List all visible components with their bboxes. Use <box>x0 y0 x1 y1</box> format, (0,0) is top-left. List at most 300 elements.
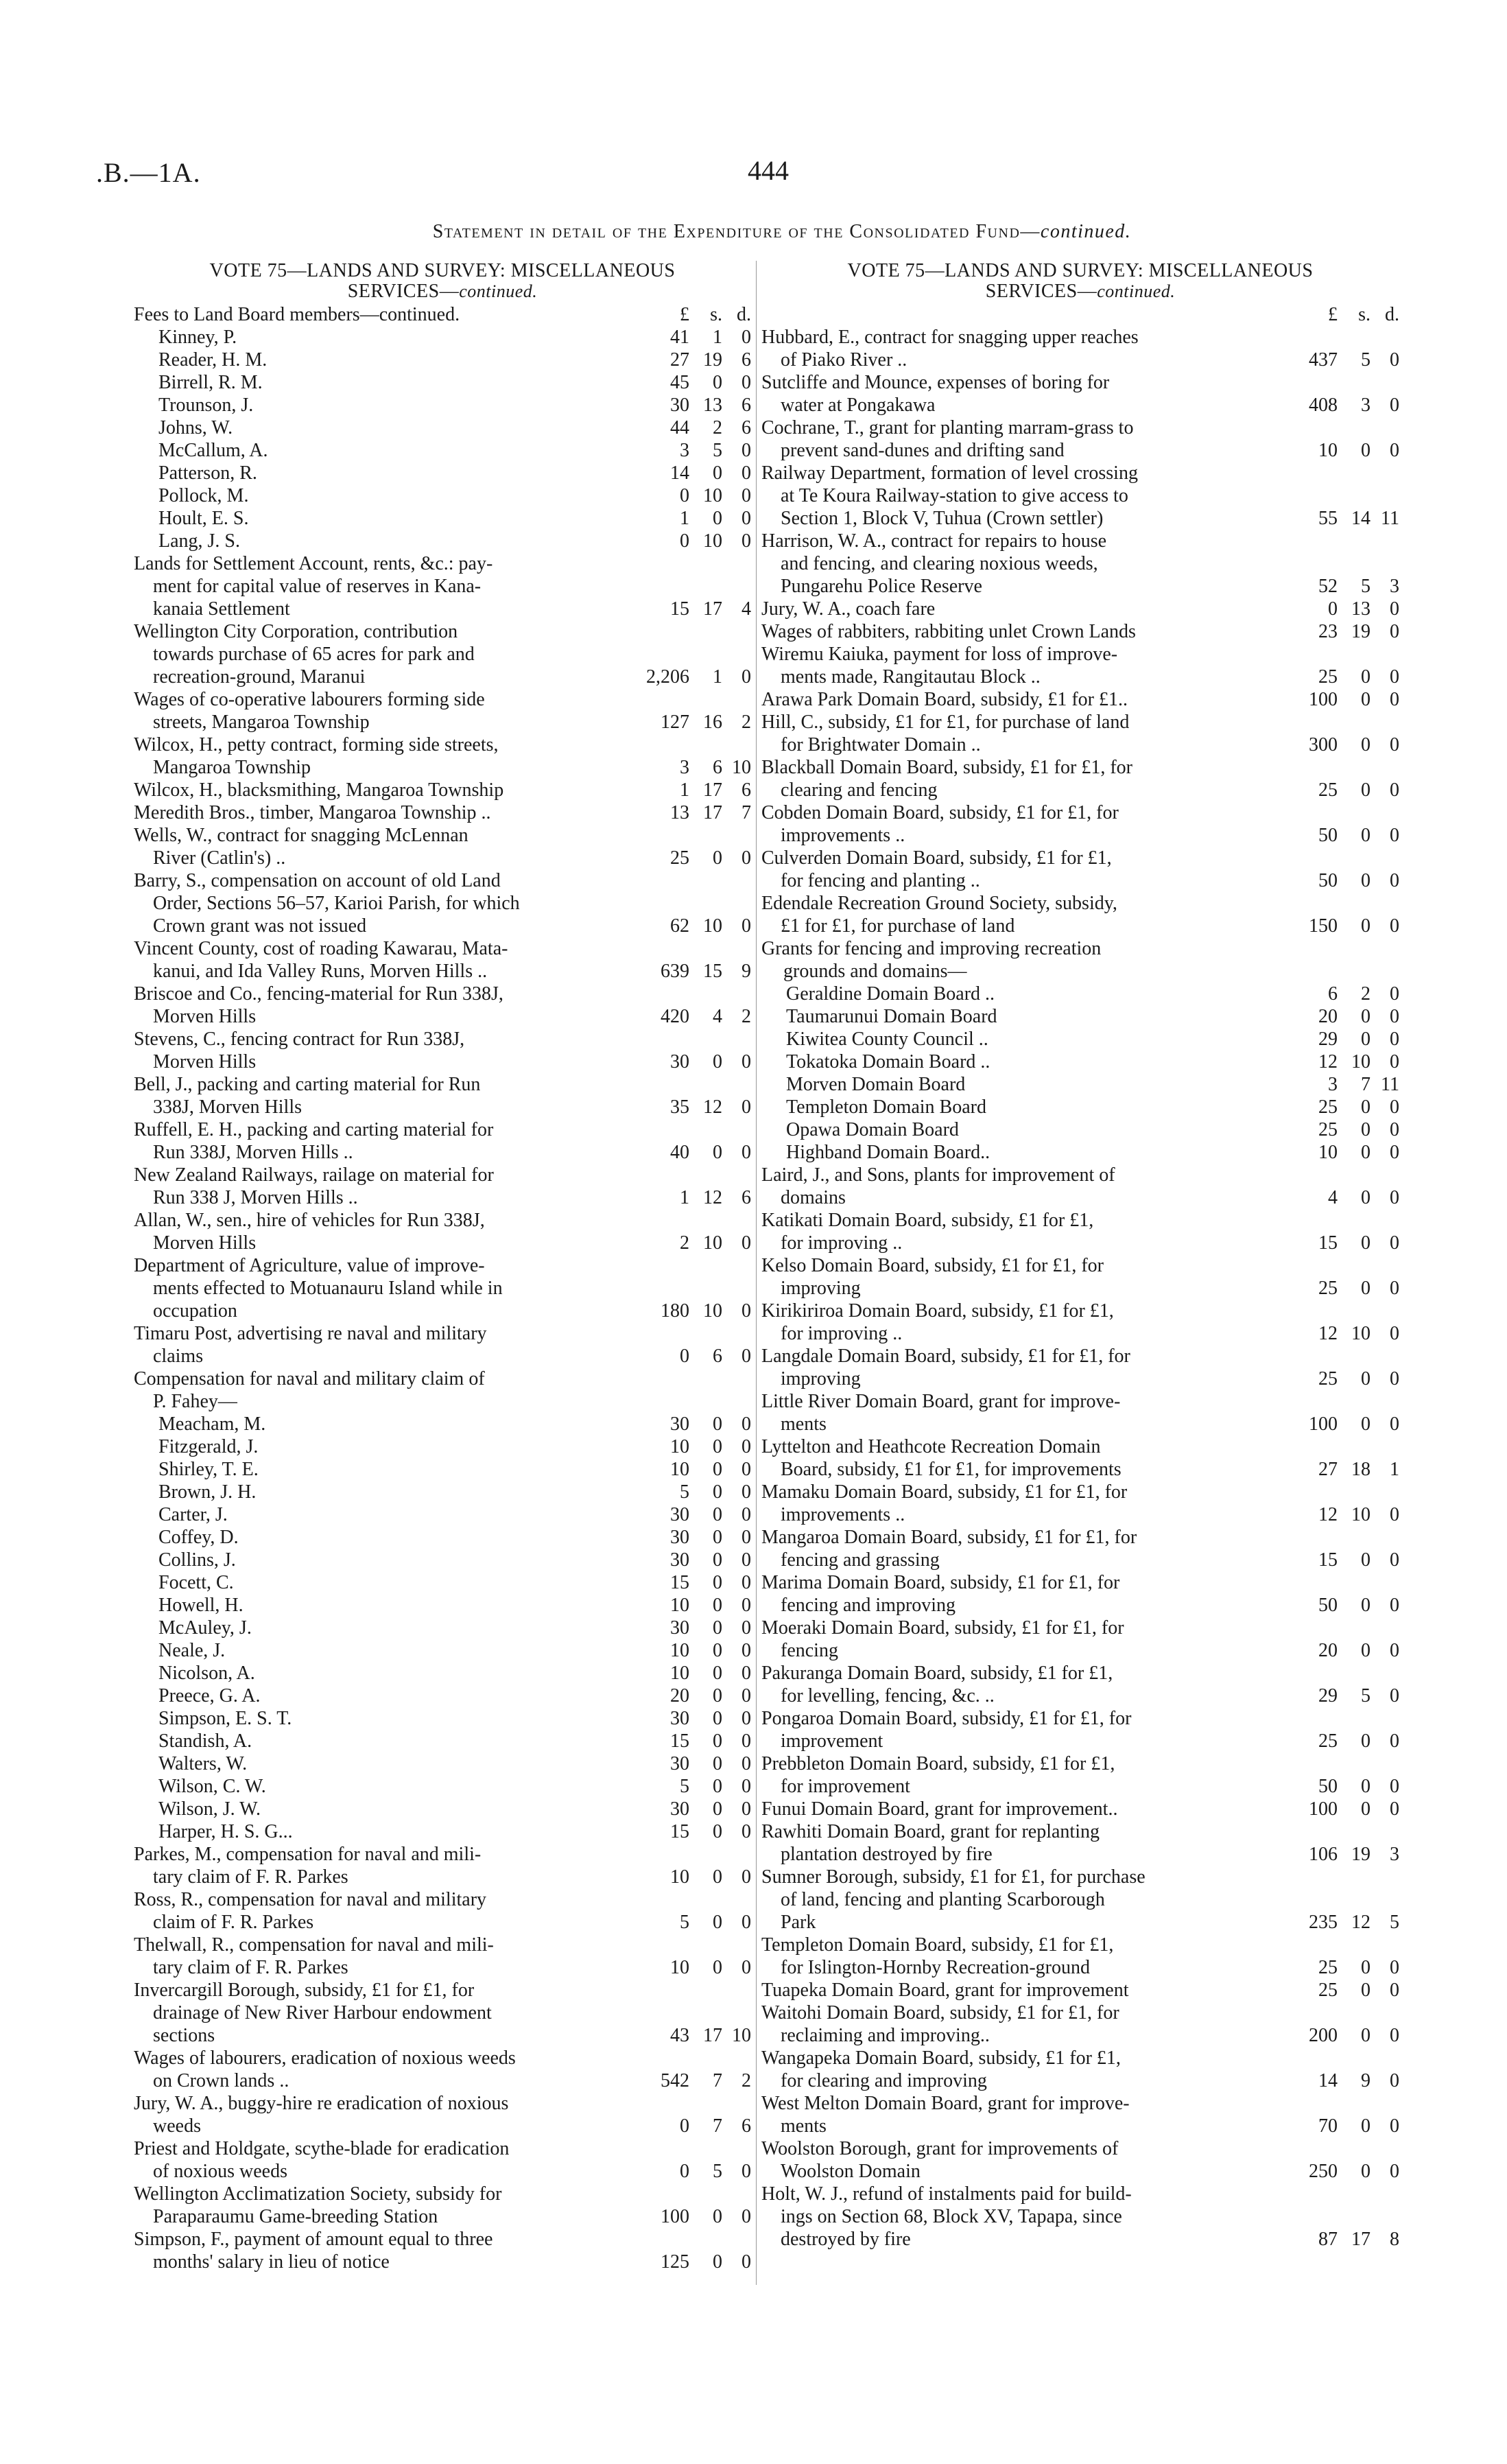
entry-description: Brown, J. H. <box>158 1481 257 1503</box>
entry-description: recreation-ground, Maranui <box>153 666 366 688</box>
amount-pounds: 180 <box>661 1300 689 1322</box>
shillings-header: s. <box>710 304 722 325</box>
entry-description: Collins, J. <box>158 1549 236 1571</box>
table-row <box>134 2251 751 2273</box>
amount-shillings: 0 <box>713 1051 722 1072</box>
table-row <box>134 1435 751 1458</box>
table-row <box>134 2002 751 2024</box>
amount-pounds: 50 <box>1318 1776 1338 1797</box>
entry-description: grounds and domains— <box>783 961 967 982</box>
amount-pounds: 25 <box>1318 666 1338 688</box>
entry-description: Reader, H. M. <box>158 349 268 371</box>
table-row <box>761 530 1399 552</box>
table-row <box>761 1254 1399 1277</box>
amount-pence: 0 <box>1390 1957 1399 1978</box>
amount-pounds: 127 <box>661 712 689 733</box>
entry-description: Pongaroa Domain Board, subsidy, £1 for £1, for <box>761 1708 1132 1729</box>
amount-pounds: 10 <box>670 1957 689 1978</box>
table-row <box>761 1798 1399 1820</box>
entry-description: Edendale Recreation Ground Society, subsidy, <box>761 893 1117 914</box>
entry-description: Hoult, E. S. <box>158 508 249 529</box>
amount-shillings: 0 <box>713 1549 722 1571</box>
entry-description: for improving .. <box>781 1323 903 1344</box>
amount-pounds: 125 <box>661 2251 689 2273</box>
entry-description: Templeton Domain Board <box>786 1096 986 1118</box>
amount-shillings: 7 <box>713 2115 722 2137</box>
table-row <box>134 2228 751 2251</box>
amount-pence: 0 <box>1390 1278 1399 1299</box>
amount-shillings: 0 <box>1361 915 1370 937</box>
table-row <box>134 1232 751 1254</box>
table-row <box>134 1594 751 1617</box>
table-row <box>761 1051 1399 1073</box>
amount-pence: 0 <box>1390 1640 1399 1661</box>
amount-shillings: 0 <box>1361 1119 1370 1140</box>
amount-pence: 0 <box>741 666 751 688</box>
entry-description: Parkes, M., compensation for naval and mili- <box>134 1844 482 1865</box>
amount-pence: 0 <box>741 530 751 552</box>
amount-pounds: 100 <box>1309 1413 1338 1435</box>
table-row <box>761 2092 1399 2115</box>
table-row <box>134 1526 751 1549</box>
table-row <box>761 2137 1399 2160</box>
right-vote-subtitle <box>761 281 1399 302</box>
entry-description: Cobden Domain Board, subsidy, £1 for £1, for <box>761 802 1119 823</box>
entry-description: Wilson, C. W. <box>158 1776 266 1797</box>
amount-pounds: 1 <box>680 779 689 801</box>
table-row <box>134 1141 751 1164</box>
table-row <box>134 1911 751 1934</box>
amount-pence: 0 <box>741 1549 751 1571</box>
left-vote-heading <box>134 261 751 303</box>
amount-pounds: 150 <box>1309 915 1338 937</box>
right-entries <box>761 326 1399 2251</box>
amount-pence: 0 <box>1390 1980 1399 2001</box>
amount-pounds: 35 <box>670 1096 689 1118</box>
amount-pence: 0 <box>1390 1142 1399 1163</box>
amount-pounds: 43 <box>670 2025 689 2046</box>
entry-description: ments made, Rangitautau Block .. <box>781 666 1041 688</box>
page-number: 444 <box>748 155 789 186</box>
amount-shillings: 0 <box>1361 1368 1370 1389</box>
amount-pounds: 0 <box>680 2161 689 2182</box>
amount-pounds: 14 <box>1318 2070 1338 2091</box>
amount-pence: 2 <box>741 2070 751 2091</box>
amount-pence: 0 <box>741 1504 751 1525</box>
amount-pence: 0 <box>1390 734 1399 755</box>
entry-description: Pakuranga Domain Board, subsidy, £1 for £1, <box>761 1663 1113 1684</box>
amount-pence: 0 <box>741 1051 751 1072</box>
amount-shillings: 0 <box>1361 1640 1370 1661</box>
amount-pounds: 0 <box>680 530 689 552</box>
entry-description: destroyed by fire <box>781 2229 911 2250</box>
amount-pence: 0 <box>1390 395 1399 416</box>
table-row <box>134 1752 751 1775</box>
table-row <box>761 937 1399 960</box>
table-row <box>761 2228 1399 2251</box>
entry-description: Harper, H. S. G... <box>158 1821 293 1842</box>
entry-description: Order, Sections 56–57, Karioi Parish, for which <box>153 893 520 914</box>
amount-pence: 0 <box>741 440 751 461</box>
table-row <box>134 1707 751 1730</box>
amount-pence: 11 <box>1381 508 1399 529</box>
amount-shillings: 0 <box>1361 1798 1370 1820</box>
amount-pence: 0 <box>1390 1595 1399 1616</box>
entry-description: Mamaku Domain Board, subsidy, £1 for £1, for <box>761 1481 1128 1503</box>
table-row <box>761 2115 1399 2137</box>
entry-description: Cochrane, T., grant for planting marram-grass to <box>761 417 1134 438</box>
entry-description: Wellington Acclimatization Society, subsidy for <box>134 2183 502 2205</box>
table-row <box>134 1549 751 1571</box>
table-row <box>134 1934 751 1956</box>
amount-shillings: 16 <box>703 712 722 733</box>
entry-description: streets, Mangaroa Township <box>153 712 370 733</box>
amount-pence: 6 <box>741 779 751 801</box>
amount-pence: 0 <box>1390 689 1399 710</box>
table-row <box>761 847 1399 869</box>
amount-shillings: 10 <box>703 530 722 552</box>
table-row <box>134 1322 751 1345</box>
entry-description: Wiremu Kaiuka, payment for loss of improve- <box>761 644 1118 665</box>
amount-pence: 0 <box>1390 598 1399 620</box>
amount-pence: 0 <box>741 1957 751 1978</box>
table-row <box>134 1051 751 1073</box>
amount-pounds: 4 <box>1328 1187 1338 1208</box>
amount-pence: 0 <box>1390 1006 1399 1027</box>
table-row <box>134 1888 751 1911</box>
amount-pence: 0 <box>741 1595 751 1616</box>
amount-pence: 3 <box>1390 1844 1399 1865</box>
entry-description: Hubbard, E., contract for snagging upper reaches <box>761 327 1139 348</box>
table-row <box>761 779 1399 801</box>
amount-shillings: 17 <box>703 598 722 620</box>
entry-description: Funui Domain Board, grant for improvement.. <box>761 1798 1118 1820</box>
entry-description: Section 1, Block V, Tuhua (Crown settler) <box>781 508 1104 529</box>
table-row <box>134 2160 751 2183</box>
amount-shillings: 0 <box>713 847 722 869</box>
table-row <box>761 1481 1399 1503</box>
amount-pence: 0 <box>741 1572 751 1593</box>
amount-pence: 10 <box>732 2025 751 2046</box>
entry-description: Invercargill Borough, subsidy, £1 for £1, for <box>134 1980 475 2001</box>
amount-shillings: 0 <box>1361 1413 1370 1435</box>
table-row <box>134 960 751 983</box>
table-row <box>761 1141 1399 1164</box>
amount-pence: 0 <box>741 1436 751 1457</box>
amount-pounds: 50 <box>1318 870 1338 891</box>
amount-shillings: 9 <box>1361 2070 1370 2091</box>
entry-description: Barry, S., compensation on account of old Land <box>134 870 501 891</box>
pounds-header: £ <box>680 304 689 325</box>
amount-pounds: 41 <box>670 327 689 348</box>
table-row <box>134 1254 751 1277</box>
table-row <box>761 1118 1399 1141</box>
table-row <box>134 1820 751 1843</box>
table-row <box>761 1073 1399 1096</box>
amount-pounds: 3 <box>680 440 689 461</box>
amount-pounds: 52 <box>1318 576 1338 597</box>
amount-pounds: 44 <box>670 417 689 438</box>
amount-pounds: 70 <box>1318 2115 1338 2137</box>
entry-description: for improving .. <box>781 1232 903 1254</box>
table-row <box>134 484 751 507</box>
table-row <box>761 484 1399 507</box>
entry-description: for clearing and improving <box>781 2070 987 2091</box>
amount-shillings: 0 <box>713 1640 722 1661</box>
amount-pounds: 100 <box>661 2206 689 2227</box>
entry-description: Mangaroa Domain Board, subsidy, £1 for £1, for <box>761 1527 1137 1548</box>
amount-shillings: 15 <box>703 961 722 982</box>
amount-shillings: 10 <box>1351 1051 1370 1072</box>
entry-description: improving <box>781 1368 861 1389</box>
amount-shillings: 0 <box>1361 779 1370 801</box>
entry-description: fencing and grassing <box>781 1549 940 1571</box>
table-row <box>761 1368 1399 1390</box>
left-units-row <box>134 303 751 326</box>
entry-description: for improvement <box>781 1776 910 1797</box>
table-row <box>134 915 751 937</box>
amount-pence: 7 <box>741 802 751 823</box>
amount-shillings: 0 <box>1361 734 1370 755</box>
entry-description: Run 338 J, Morven Hills .. <box>153 1187 358 1208</box>
amount-shillings: 0 <box>1361 1232 1370 1254</box>
amount-shillings: 3 <box>1361 395 1370 416</box>
amount-pence: 0 <box>1390 2070 1399 2091</box>
amount-pence: 0 <box>741 485 751 506</box>
table-row <box>134 1345 751 1368</box>
amount-pence: 0 <box>1390 1776 1399 1797</box>
left-vote-subtitle <box>134 281 751 302</box>
amount-pounds: 30 <box>670 395 689 416</box>
pounds-header: £ <box>1328 304 1338 325</box>
table-row <box>761 1775 1399 1798</box>
amount-pounds: 50 <box>1318 1595 1338 1616</box>
amount-pounds: 25 <box>1318 1368 1338 1389</box>
entry-description: Wilcox, H., blacksmithing, Mangaroa Township <box>134 779 504 801</box>
amount-pence: 0 <box>1390 1549 1399 1571</box>
entry-description: Ross, R., compensation for naval and military <box>134 1889 487 1910</box>
entry-description: Shirley, T. E. <box>158 1459 259 1480</box>
amount-pounds: 27 <box>670 349 689 371</box>
entry-description: Opawa Domain Board <box>786 1119 959 1140</box>
amount-pounds: 2,206 <box>646 666 689 688</box>
amount-shillings: 0 <box>713 1663 722 1684</box>
table-row <box>134 1209 751 1232</box>
amount-shillings: 5 <box>1361 576 1370 597</box>
amount-shillings: 0 <box>713 1912 722 1933</box>
amount-pence: 5 <box>1390 1912 1399 1933</box>
entry-description: 338J, Morven Hills <box>153 1096 302 1118</box>
entry-description: Crown grant was not issued <box>153 915 367 937</box>
amount-pence: 0 <box>1390 2161 1399 2182</box>
table-row <box>134 892 751 915</box>
entry-description: claim of F. R. Parkes <box>153 1912 314 1933</box>
table-row <box>761 983 1399 1005</box>
amount-shillings: 1 <box>713 327 722 348</box>
amount-shillings: 12 <box>703 1096 722 1118</box>
amount-shillings: 0 <box>713 1436 722 1457</box>
entry-description: reclaiming and improving.. <box>781 2025 990 2046</box>
table-row <box>134 1979 751 2002</box>
left-section-label: Fees to Land Board members—continued. <box>134 304 460 325</box>
table-row <box>761 2069 1399 2092</box>
table-row <box>761 2183 1399 2205</box>
amount-shillings: 0 <box>1361 689 1370 710</box>
table-row <box>761 734 1399 756</box>
left-vote-sub-continued: continued. <box>459 281 538 301</box>
amount-pounds: 1 <box>680 508 689 529</box>
table-row <box>761 915 1399 937</box>
amount-pence: 6 <box>741 395 751 416</box>
table-row <box>134 1368 751 1390</box>
amount-shillings: 0 <box>713 1821 722 1842</box>
amount-pounds: 25 <box>670 847 689 869</box>
entry-description: Laird, J., and Sons, plants for improvement of <box>761 1164 1115 1186</box>
amount-pence: 0 <box>741 2251 751 2273</box>
amount-pence: 2 <box>741 1006 751 1027</box>
entry-description: occupation <box>153 1300 237 1322</box>
table-row <box>761 1979 1399 2002</box>
table-row <box>761 371 1399 394</box>
amount-shillings: 0 <box>713 1595 722 1616</box>
entry-description: Rawhiti Domain Board, grant for replanting <box>761 1821 1100 1842</box>
table-row <box>134 1571 751 1594</box>
entry-description: West Melton Domain Board, grant for improve- <box>761 2093 1130 2114</box>
entry-description: months' salary in lieu of notice <box>153 2251 390 2273</box>
table-row <box>761 824 1399 847</box>
amount-pounds: 55 <box>1318 508 1338 529</box>
table-row <box>134 1503 751 1526</box>
entry-description: Wages of labourers, eradication of noxious weeds <box>134 2048 516 2069</box>
amount-pounds: 10 <box>1318 1142 1338 1163</box>
entry-description: Bell, J., packing and carting material for Run <box>134 1074 481 1095</box>
amount-shillings: 0 <box>1361 1142 1370 1163</box>
pence-header: d. <box>737 304 751 325</box>
amount-shillings: 4 <box>713 1006 722 1027</box>
amount-pounds: 6 <box>1328 983 1338 1005</box>
table-row <box>134 801 751 824</box>
table-row <box>761 1209 1399 1232</box>
entry-description: Taumarunui Domain Board <box>786 1006 997 1027</box>
table-row <box>134 1685 751 1707</box>
amount-pence: 0 <box>741 1413 751 1435</box>
entry-description: Lang, J. S. <box>158 530 240 552</box>
table-row <box>761 620 1399 643</box>
entry-description: Vincent County, cost of roading Kawarau, Mata- <box>134 938 508 959</box>
table-row <box>134 1617 751 1639</box>
amount-shillings: 10 <box>1351 1323 1370 1344</box>
amount-pence: 0 <box>741 327 751 348</box>
amount-pence: 6 <box>741 2115 751 2137</box>
statement-title-continued: continued. <box>1040 221 1132 242</box>
amount-pence: 0 <box>741 2206 751 2227</box>
right-section-label <box>761 303 1277 326</box>
amount-pence: 0 <box>741 1821 751 1842</box>
amount-pounds: 12 <box>1318 1323 1338 1344</box>
entry-description: Morven Hills <box>153 1051 257 1072</box>
entry-description: Johns, W. <box>158 417 233 438</box>
amount-shillings: 0 <box>713 1957 722 1978</box>
table-row <box>134 620 751 643</box>
entry-description: Standish, A. <box>158 1730 252 1752</box>
amount-pence: 0 <box>1390 1096 1399 1118</box>
amount-shillings: 17 <box>1351 2229 1370 2250</box>
table-row <box>761 1186 1399 1209</box>
table-row <box>134 734 751 756</box>
table-row <box>761 1911 1399 1934</box>
amount-shillings: 18 <box>1351 1459 1370 1480</box>
table-row <box>134 1073 751 1096</box>
table-row <box>761 1820 1399 1843</box>
amount-shillings: 0 <box>713 1459 722 1480</box>
amount-shillings: 0 <box>1361 2115 1370 2137</box>
amount-shillings: 0 <box>713 1708 722 1729</box>
table-row <box>134 1798 751 1820</box>
amount-pounds: 27 <box>1318 1459 1338 1480</box>
amount-pence: 0 <box>741 1708 751 1729</box>
entry-description: plantation destroyed by fire <box>781 1844 993 1865</box>
entry-description: Tokatoka Domain Board .. <box>786 1051 990 1072</box>
table-row <box>761 1435 1399 1458</box>
amount-pounds: 25 <box>1318 1980 1338 2001</box>
entry-description: McCallum, A. <box>158 440 268 461</box>
amount-pounds: 100 <box>1309 1798 1338 1820</box>
entry-description: Preece, G. A. <box>158 1685 261 1706</box>
table-row <box>134 2137 751 2160</box>
amount-pounds: 3 <box>1328 1074 1338 1095</box>
amount-shillings: 0 <box>713 1527 722 1548</box>
table-row <box>761 1164 1399 1186</box>
entry-description: claims <box>153 1346 204 1367</box>
table-row <box>761 1662 1399 1685</box>
entry-description: Pollock, M. <box>158 485 249 506</box>
entry-description: Kelso Domain Board, subsidy, £1 for £1, for <box>761 1255 1104 1276</box>
table-row <box>134 1639 751 1662</box>
right-vote-sub-continued: continued. <box>1097 281 1176 301</box>
amount-shillings: 0 <box>713 1142 722 1163</box>
entry-description: McAuley, J. <box>158 1617 252 1639</box>
entry-description: kanui, and Ida Valley Runs, Morven Hills .. <box>153 961 488 982</box>
entry-description: Prebbleton Domain Board, subsidy, £1 for £1, <box>761 1753 1115 1774</box>
amount-shillings: 0 <box>713 462 722 484</box>
amount-pounds: 29 <box>1318 1685 1338 1706</box>
table-row <box>134 1662 751 1685</box>
entry-description: improvement <box>781 1730 883 1752</box>
table-row <box>134 756 751 779</box>
table-row <box>761 643 1399 666</box>
table-row <box>761 892 1399 915</box>
amount-pence: 0 <box>1390 870 1399 891</box>
amount-pounds: 250 <box>1309 2161 1338 2182</box>
amount-shillings: 0 <box>1361 1006 1370 1027</box>
table-row <box>134 937 751 960</box>
entry-description: Wages of rabbiters, rabbiting unlet Crown Lands <box>761 621 1136 642</box>
table-row <box>761 2160 1399 2183</box>
table-row <box>761 2047 1399 2069</box>
table-row <box>761 439 1399 462</box>
entry-description: Patterson, R. <box>158 462 257 484</box>
amount-pounds: 20 <box>1318 1640 1338 1661</box>
amount-pounds: 23 <box>1318 621 1338 642</box>
entry-description: Nicolson, A. <box>158 1663 255 1684</box>
entry-description: Woolston Domain <box>781 2161 921 2182</box>
amount-pence: 0 <box>741 1753 751 1774</box>
amount-pence: 1 <box>1390 1459 1399 1480</box>
table-row <box>134 1390 751 1413</box>
table-row <box>134 1843 751 1866</box>
amount-shillings: 19 <box>1351 1844 1370 1865</box>
amount-pounds: 30 <box>670 1527 689 1548</box>
